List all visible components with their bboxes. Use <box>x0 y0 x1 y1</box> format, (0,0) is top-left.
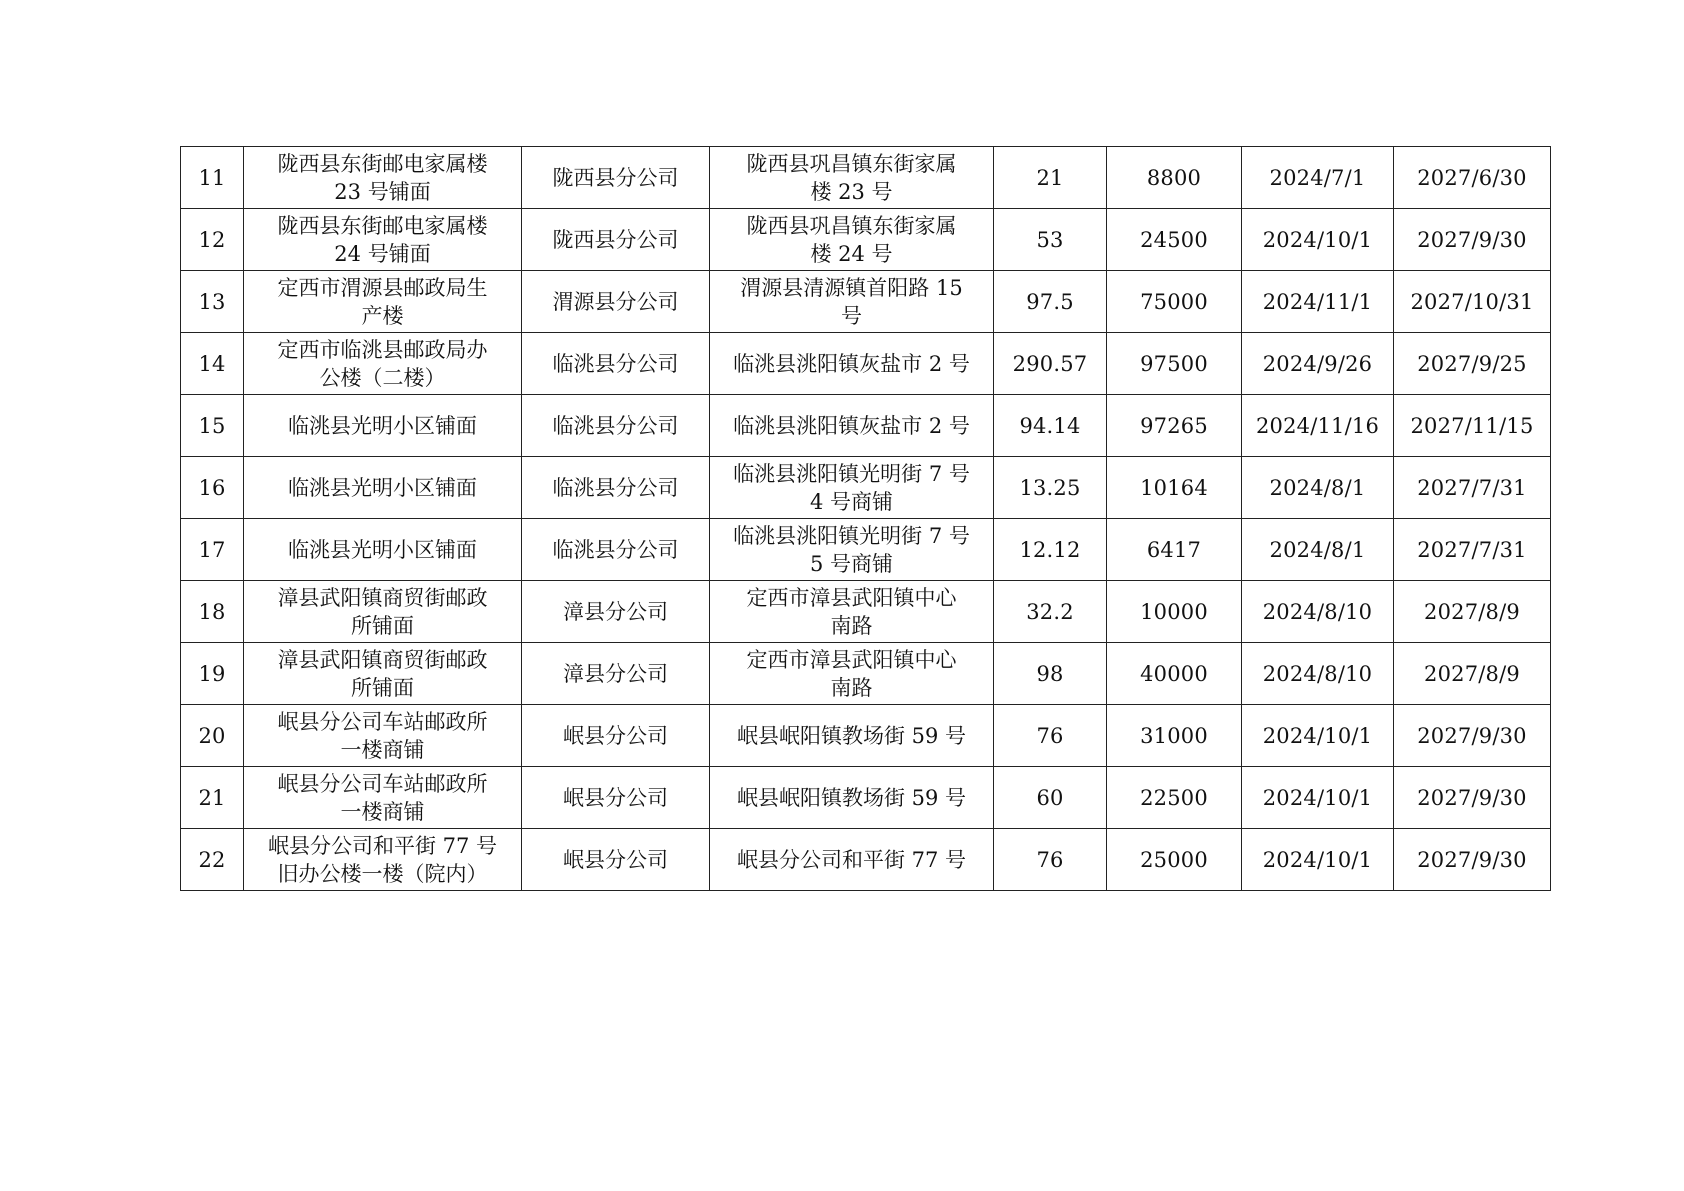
area-cell <box>994 581 1107 643</box>
area-text: 290.57 <box>1012 351 1088 376</box>
start-date-text: 2024/10/1 <box>1262 847 1373 872</box>
property-name-line-2: 所铺面 <box>351 613 414 638</box>
row-number-text: 21 <box>198 785 226 810</box>
rent-text: 24500 <box>1140 227 1208 252</box>
area-text: 12.12 <box>1019 537 1081 562</box>
address-line-1: 定西市漳县武阳镇中心 <box>746 647 957 672</box>
property-name-line-1: 岷县分公司和平街 77 号 <box>267 833 498 858</box>
row-number-text: 16 <box>198 475 226 500</box>
end-date-text: 2027/9/30 <box>1417 723 1527 748</box>
branch-cell <box>522 457 710 519</box>
start-date-cell <box>1242 581 1394 643</box>
rent-cell <box>1107 147 1242 209</box>
start-date-text: 2024/8/1 <box>1269 537 1366 562</box>
rent-cell <box>1107 519 1242 581</box>
start-date-cell <box>1242 333 1394 395</box>
rent-cell <box>1107 767 1242 829</box>
start-date-text: 2024/8/10 <box>1262 599 1373 624</box>
address-cell <box>710 457 994 519</box>
start-date-text: 2024/10/1 <box>1262 723 1373 748</box>
property-name-line-2: 一楼商铺 <box>340 737 425 762</box>
property-name-cell <box>244 705 522 767</box>
branch-text: 临洮县分公司 <box>552 475 679 500</box>
address-cell <box>710 333 994 395</box>
area-cell <box>994 333 1107 395</box>
address-cell <box>710 705 994 767</box>
table-row <box>181 395 1551 457</box>
table-row <box>181 271 1551 333</box>
area-cell <box>994 457 1107 519</box>
rent-cell <box>1107 395 1242 457</box>
row-number-cell <box>181 209 244 271</box>
property-name-cell <box>244 581 522 643</box>
rent-cell <box>1107 209 1242 271</box>
property-name-cell <box>244 829 522 891</box>
branch-text: 漳县分公司 <box>563 599 668 624</box>
start-date-cell <box>1242 457 1394 519</box>
property-name-line-2: 产楼 <box>361 303 404 328</box>
start-date-cell <box>1242 209 1394 271</box>
start-date-cell <box>1242 705 1394 767</box>
table-row <box>181 457 1551 519</box>
branch-cell <box>522 271 710 333</box>
property-name-line-1: 岷县分公司车站邮政所 <box>277 709 488 734</box>
start-date-cell <box>1242 767 1394 829</box>
branch-text: 陇西县分公司 <box>552 165 679 190</box>
property-name-cell <box>244 333 522 395</box>
start-date-cell <box>1242 829 1394 891</box>
property-name-line-2: 所铺面 <box>351 675 414 700</box>
address-line-1: 临洮县洮阳镇灰盐市 2 号 <box>733 351 970 376</box>
address-line-1: 临洮县洮阳镇光明街 7 号 <box>733 461 970 486</box>
end-date-cell <box>1394 209 1551 271</box>
property-name-cell <box>244 395 522 457</box>
property-name-cell <box>244 643 522 705</box>
rent-text: 40000 <box>1140 661 1208 686</box>
property-name-cell <box>244 209 522 271</box>
start-date-text: 2024/7/1 <box>1269 165 1366 190</box>
end-date-cell <box>1394 643 1551 705</box>
area-text: 21 <box>1036 165 1064 190</box>
property-name-line-2: 23 号铺面 <box>334 179 431 204</box>
end-date-cell <box>1394 147 1551 209</box>
branch-cell <box>522 829 710 891</box>
address-cell <box>710 643 994 705</box>
branch-text: 陇西县分公司 <box>552 227 679 252</box>
table-row <box>181 643 1551 705</box>
address-line-2: 号 <box>841 303 862 328</box>
property-name-line-1: 陇西县东街邮电家属楼 <box>277 213 488 238</box>
property-name-line-1: 陇西县东街邮电家属楼 <box>277 151 488 176</box>
table-body <box>181 147 1551 891</box>
address-cell <box>710 209 994 271</box>
area-cell <box>994 767 1107 829</box>
area-cell <box>994 705 1107 767</box>
branch-cell <box>522 519 710 581</box>
area-text: 60 <box>1036 785 1064 810</box>
branch-cell <box>522 581 710 643</box>
end-date-text: 2027/11/15 <box>1410 413 1534 438</box>
branch-text: 岷县分公司 <box>563 785 668 810</box>
branch-cell <box>522 705 710 767</box>
property-name-line-1: 临洮县光明小区铺面 <box>288 475 477 500</box>
rent-cell <box>1107 271 1242 333</box>
rent-cell <box>1107 333 1242 395</box>
rent-text: 97500 <box>1140 351 1208 376</box>
end-date-cell <box>1394 271 1551 333</box>
address-line-2: 4 号商铺 <box>809 489 894 514</box>
end-date-cell <box>1394 581 1551 643</box>
end-date-cell <box>1394 333 1551 395</box>
table-row <box>181 209 1551 271</box>
row-number-text: 11 <box>198 165 226 190</box>
branch-cell <box>522 209 710 271</box>
start-date-text: 2024/9/26 <box>1262 351 1373 376</box>
start-date-cell <box>1242 519 1394 581</box>
start-date-text: 2024/10/1 <box>1262 785 1373 810</box>
rent-cell <box>1107 457 1242 519</box>
table-row <box>181 333 1551 395</box>
address-line-1: 陇西县巩昌镇东街家属 <box>746 151 957 176</box>
address-line-2: 南路 <box>830 613 873 638</box>
area-text: 94.14 <box>1019 413 1081 438</box>
table-row <box>181 147 1551 209</box>
address-line-1: 定西市漳县武阳镇中心 <box>746 585 957 610</box>
row-number-text: 15 <box>198 413 226 438</box>
branch-text: 渭源县分公司 <box>552 289 679 314</box>
property-name-line-1: 漳县武阳镇商贸街邮政 <box>277 585 488 610</box>
area-text: 76 <box>1036 723 1064 748</box>
address-cell <box>710 767 994 829</box>
rent-cell <box>1107 705 1242 767</box>
rent-text: 97265 <box>1140 413 1208 438</box>
rent-text: 6417 <box>1146 537 1202 562</box>
branch-text: 临洮县分公司 <box>552 413 679 438</box>
rent-cell <box>1107 829 1242 891</box>
row-number-cell <box>181 519 244 581</box>
branch-cell <box>522 643 710 705</box>
row-number-cell <box>181 271 244 333</box>
start-date-cell <box>1242 147 1394 209</box>
row-number-cell <box>181 395 244 457</box>
rent-text: 22500 <box>1140 785 1208 810</box>
address-line-2: 楼 23 号 <box>810 179 893 204</box>
branch-cell <box>522 395 710 457</box>
row-number-text: 17 <box>198 537 226 562</box>
address-line-1: 岷县岷阳镇教场街 59 号 <box>736 723 967 748</box>
row-number-text: 18 <box>198 599 226 624</box>
row-number-cell <box>181 457 244 519</box>
address-line-1: 岷县分公司和平街 77 号 <box>736 847 967 872</box>
property-name-line-2: 公楼（二楼） <box>319 365 446 390</box>
branch-cell <box>522 333 710 395</box>
branch-text: 漳县分公司 <box>563 661 668 686</box>
area-cell <box>994 147 1107 209</box>
start-date-cell <box>1242 643 1394 705</box>
row-number-text: 14 <box>198 351 226 376</box>
address-line-1: 陇西县巩昌镇东街家属 <box>746 213 957 238</box>
end-date-text: 2027/7/31 <box>1417 475 1527 500</box>
branch-text: 临洮县分公司 <box>552 351 679 376</box>
area-cell <box>994 209 1107 271</box>
rent-text: 10164 <box>1140 475 1208 500</box>
end-date-cell <box>1394 829 1551 891</box>
address-line-1: 临洮县洮阳镇光明街 7 号 <box>733 523 970 548</box>
row-number-text: 13 <box>198 289 226 314</box>
row-number-text: 20 <box>198 723 226 748</box>
area-text: 97.5 <box>1026 289 1074 314</box>
area-text: 53 <box>1036 227 1064 252</box>
end-date-cell <box>1394 457 1551 519</box>
start-date-text: 2024/11/1 <box>1262 289 1373 314</box>
row-number-text: 19 <box>198 661 226 686</box>
branch-text: 岷县分公司 <box>563 847 668 872</box>
rent-cell <box>1107 581 1242 643</box>
row-number-cell <box>181 643 244 705</box>
rent-text: 8800 <box>1146 165 1202 190</box>
end-date-cell <box>1394 519 1551 581</box>
branch-text: 临洮县分公司 <box>552 537 679 562</box>
area-text: 76 <box>1036 847 1064 872</box>
end-date-text: 2027/9/30 <box>1417 785 1527 810</box>
start-date-text: 2024/10/1 <box>1262 227 1373 252</box>
area-cell <box>994 271 1107 333</box>
start-date-cell <box>1242 271 1394 333</box>
property-name-cell <box>244 519 522 581</box>
end-date-text: 2027/8/9 <box>1424 661 1520 686</box>
start-date-cell <box>1242 395 1394 457</box>
start-date-text: 2024/11/16 <box>1255 413 1380 438</box>
start-date-text: 2024/8/1 <box>1269 475 1366 500</box>
address-cell <box>710 829 994 891</box>
end-date-text: 2027/8/9 <box>1424 599 1520 624</box>
table-row <box>181 767 1551 829</box>
property-name-line-1: 定西市渭源县邮政局生 <box>277 275 488 300</box>
address-cell <box>710 395 994 457</box>
area-cell <box>994 829 1107 891</box>
area-cell <box>994 519 1107 581</box>
area-text: 98 <box>1036 661 1064 686</box>
end-date-text: 2027/9/30 <box>1417 227 1527 252</box>
property-name-line-1: 定西市临洮县邮政局办 <box>277 337 488 362</box>
row-number-cell <box>181 705 244 767</box>
end-date-text: 2027/7/31 <box>1417 537 1527 562</box>
branch-cell <box>522 767 710 829</box>
row-number-cell <box>181 767 244 829</box>
rent-text: 25000 <box>1140 847 1208 872</box>
end-date-text: 2027/9/30 <box>1417 847 1527 872</box>
property-name-line-2: 24 号铺面 <box>334 241 431 266</box>
branch-text: 岷县分公司 <box>563 723 668 748</box>
property-lease-table <box>180 146 1551 891</box>
property-name-cell <box>244 457 522 519</box>
table-row <box>181 519 1551 581</box>
address-line-2: 5 号商铺 <box>809 551 894 576</box>
end-date-text: 2027/10/31 <box>1410 289 1534 314</box>
row-number-text: 22 <box>198 847 226 872</box>
property-name-cell <box>244 147 522 209</box>
address-cell <box>710 519 994 581</box>
address-line-1: 渭源县清源镇首阳路 15 <box>740 275 963 300</box>
row-number-cell <box>181 333 244 395</box>
end-date-cell <box>1394 395 1551 457</box>
property-name-line-1: 岷县分公司车站邮政所 <box>277 771 488 796</box>
address-cell <box>710 581 994 643</box>
address-line-1: 临洮县洮阳镇灰盐市 2 号 <box>733 413 970 438</box>
area-cell <box>994 395 1107 457</box>
table-row <box>181 581 1551 643</box>
property-name-cell <box>244 767 522 829</box>
rent-text: 31000 <box>1140 723 1208 748</box>
property-name-line-2: 旧办公楼一楼（院内） <box>277 861 488 886</box>
area-text: 32.2 <box>1026 599 1074 624</box>
table-row <box>181 829 1551 891</box>
address-cell <box>710 147 994 209</box>
table-row <box>181 705 1551 767</box>
property-name-line-1: 临洮县光明小区铺面 <box>288 413 477 438</box>
rent-text: 75000 <box>1140 289 1208 314</box>
address-cell <box>710 271 994 333</box>
property-name-line-1: 临洮县光明小区铺面 <box>288 537 477 562</box>
end-date-text: 2027/9/25 <box>1417 351 1527 376</box>
address-line-1: 岷县岷阳镇教场街 59 号 <box>736 785 967 810</box>
area-cell <box>994 643 1107 705</box>
rent-cell <box>1107 643 1242 705</box>
rent-text: 10000 <box>1140 599 1208 624</box>
row-number-cell <box>181 581 244 643</box>
address-line-2: 楼 24 号 <box>810 241 893 266</box>
row-number-text: 12 <box>198 227 226 252</box>
end-date-cell <box>1394 767 1551 829</box>
end-date-text: 2027/6/30 <box>1417 165 1527 190</box>
address-line-2: 南路 <box>830 675 873 700</box>
start-date-text: 2024/8/10 <box>1262 661 1373 686</box>
end-date-cell <box>1394 705 1551 767</box>
area-text: 13.25 <box>1019 475 1081 500</box>
property-name-line-2: 一楼商铺 <box>340 799 425 824</box>
row-number-cell <box>181 829 244 891</box>
branch-cell <box>522 147 710 209</box>
property-name-cell <box>244 271 522 333</box>
property-name-line-1: 漳县武阳镇商贸街邮政 <box>277 647 488 672</box>
row-number-cell <box>181 147 244 209</box>
